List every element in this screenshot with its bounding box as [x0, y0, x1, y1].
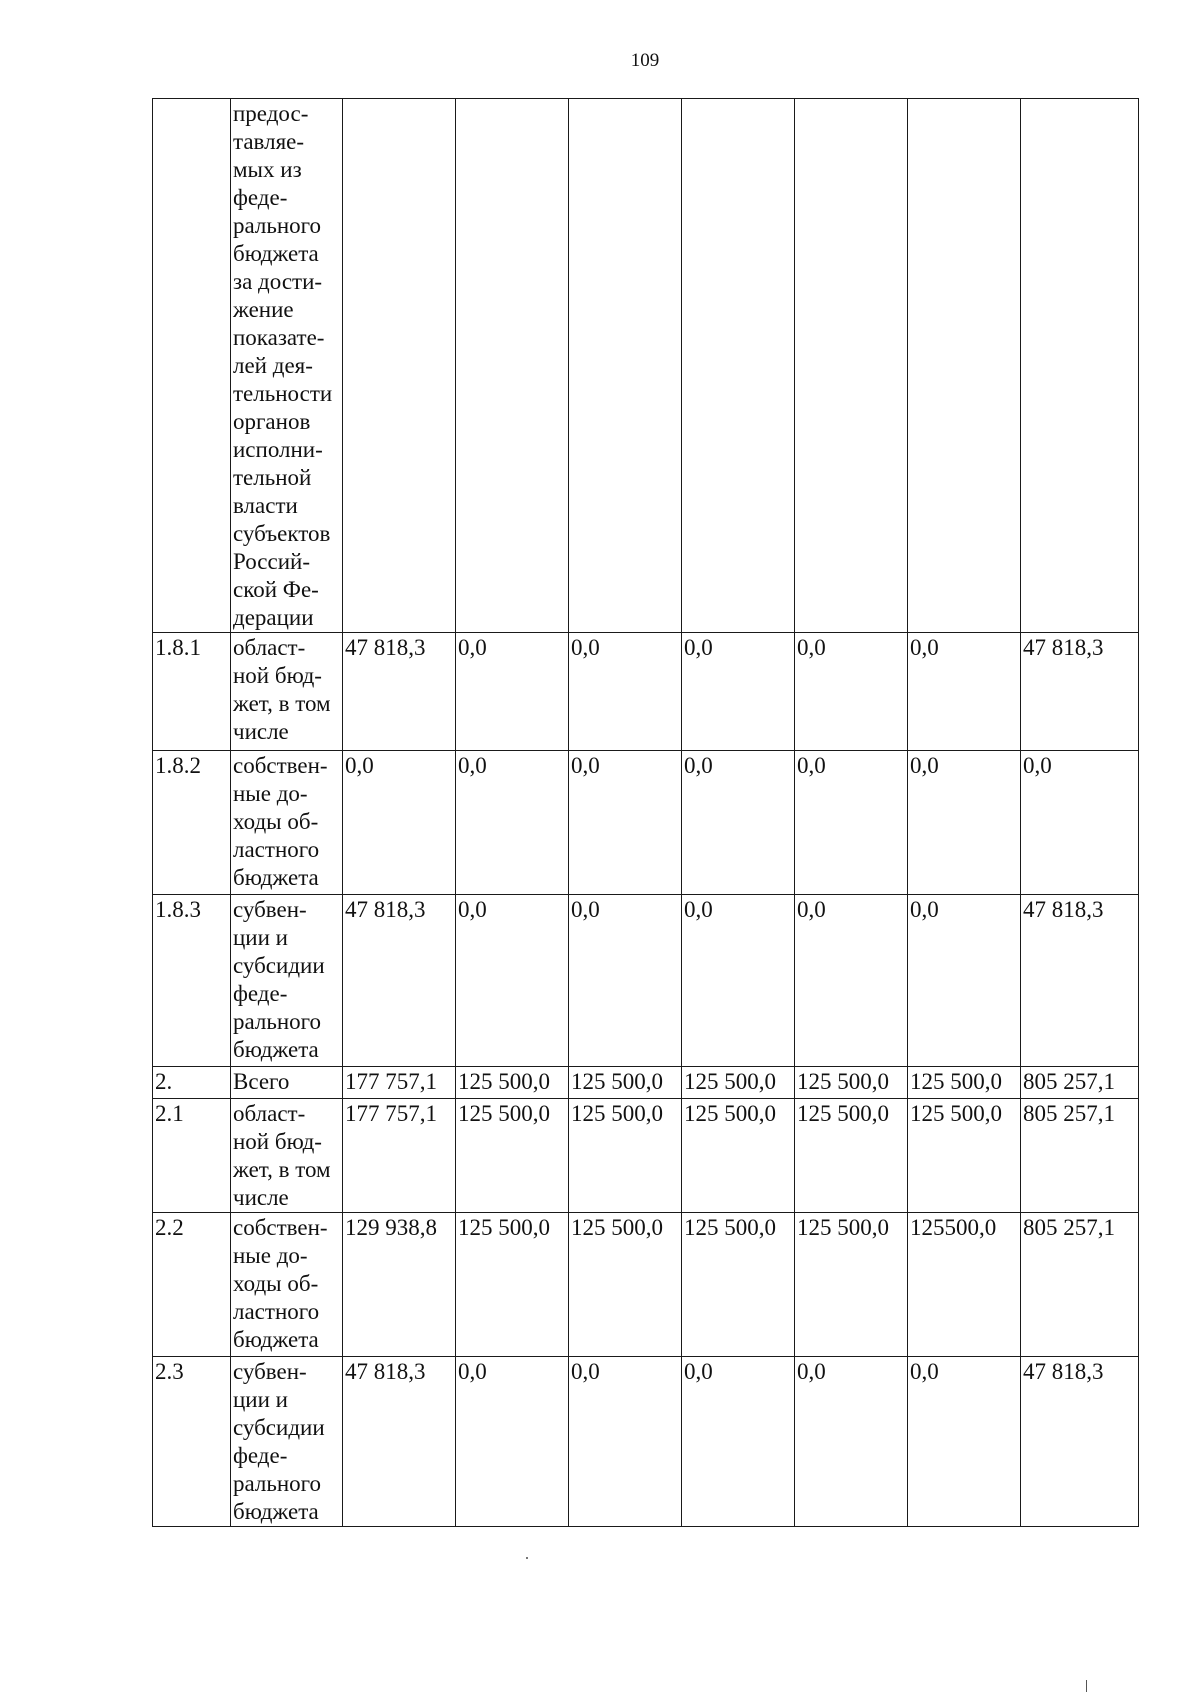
table-row — [153, 1357, 1139, 1527]
row-name-line: бюджета — [233, 1499, 319, 1524]
value-cell: 0,0 — [343, 751, 456, 895]
row-name-line: исполни- — [233, 437, 323, 462]
row-name-line: собствен- — [233, 1215, 328, 1240]
value-cell: 129 938,8 — [343, 1213, 456, 1357]
row-name-line: за дости- — [233, 269, 323, 294]
value-cell — [908, 99, 1021, 633]
value-cell: 125 500,0 — [456, 1213, 569, 1357]
value-cell: 0,0 — [569, 633, 682, 751]
row-name-line: ные до- — [233, 781, 308, 806]
value-cell: 125 500,0 — [569, 1099, 682, 1213]
row-name-line: рального — [233, 213, 322, 238]
row-name-line: мых из — [233, 157, 302, 182]
value-cell: 125500,0 — [908, 1213, 1021, 1357]
value-cell: 0,0 — [456, 633, 569, 751]
row-name-line: тельной — [233, 465, 312, 490]
row-name-line: предос- — [233, 101, 309, 126]
row-name — [231, 99, 343, 633]
scan-speck — [526, 1557, 528, 1559]
value-cell: 0,0 — [908, 751, 1021, 895]
row-name-line: собствен- — [233, 753, 328, 778]
budget-table — [152, 98, 1139, 1527]
value-cell: 125 500,0 — [456, 1067, 569, 1099]
value-cell: 125 500,0 — [682, 1213, 795, 1357]
row-name-line: органов — [233, 409, 311, 434]
row-name-line: числе — [233, 719, 289, 744]
value-cell: 47 818,3 — [343, 633, 456, 751]
table-row — [153, 1067, 1139, 1099]
row-name-line: ной бюд- — [233, 663, 322, 688]
row-name-line: ской Фе- — [233, 577, 319, 602]
row-name-line: власти — [233, 493, 298, 518]
value-cell: 0,0 — [795, 1357, 908, 1527]
row-number: 2.3 — [153, 1357, 231, 1527]
value-cell: 0,0 — [569, 1357, 682, 1527]
row-number: 2.1 — [153, 1099, 231, 1213]
row-name-line: бюджета — [233, 241, 319, 266]
value-cell — [1021, 99, 1139, 633]
row-name-line: феде- — [233, 185, 288, 210]
row-name — [231, 1357, 343, 1527]
row-name-line: Россий- — [233, 549, 310, 574]
row-name-line: ластного — [233, 1299, 320, 1324]
row-name-line: област- — [233, 1101, 306, 1126]
row-name-line: субсидии — [233, 1415, 325, 1440]
row-number: 1.8.2 — [153, 751, 231, 895]
value-cell: 125 500,0 — [456, 1099, 569, 1213]
row-name-line: тавляе- — [233, 129, 305, 154]
row-name-line: Всего — [233, 1069, 290, 1094]
value-cell: 0,0 — [569, 751, 682, 895]
value-cell: 47 818,3 — [343, 1357, 456, 1527]
value-cell: 47 818,3 — [1021, 633, 1139, 751]
row-name-line: рального — [233, 1009, 322, 1034]
value-cell: 47 818,3 — [343, 895, 456, 1067]
row-name-line: жет, в том — [233, 1157, 331, 1182]
table-row — [153, 895, 1139, 1067]
row-name-line: ходы об- — [233, 1271, 319, 1296]
value-cell — [682, 99, 795, 633]
row-name-line: тельности — [233, 381, 333, 406]
value-cell: 0,0 — [908, 633, 1021, 751]
value-cell: 47 818,3 — [1021, 1357, 1139, 1527]
value-cell: 125 500,0 — [682, 1067, 795, 1099]
table-row — [153, 633, 1139, 751]
value-cell: 805 257,1 — [1021, 1099, 1139, 1213]
table-row — [153, 99, 1139, 633]
value-cell — [343, 99, 456, 633]
row-name — [231, 751, 343, 895]
row-name-line: бюджета — [233, 1327, 319, 1352]
value-cell — [569, 99, 682, 633]
row-name-line: лей дея- — [233, 353, 313, 378]
row-number — [153, 99, 231, 633]
row-number: 2.2 — [153, 1213, 231, 1357]
row-name-line: показате- — [233, 325, 325, 350]
value-cell: 0,0 — [682, 1357, 795, 1527]
row-name-line: субсидии — [233, 953, 325, 978]
row-name-line: дерации — [233, 605, 314, 630]
row-name-line: бюджета — [233, 865, 319, 890]
value-cell: 125 500,0 — [795, 1099, 908, 1213]
row-name-line: феде- — [233, 981, 288, 1006]
value-cell: 125 500,0 — [795, 1213, 908, 1357]
row-name — [231, 1067, 343, 1099]
table-row — [153, 751, 1139, 895]
row-name-line: ходы об- — [233, 809, 319, 834]
row-name-line: бюджета — [233, 1037, 319, 1062]
value-cell: 0,0 — [908, 895, 1021, 1067]
value-cell: 0,0 — [456, 751, 569, 895]
value-cell: 125 500,0 — [569, 1067, 682, 1099]
row-name-line: ции и — [233, 925, 288, 950]
row-number: 2. — [153, 1067, 231, 1099]
row-name — [231, 633, 343, 751]
row-name-line: област- — [233, 635, 306, 660]
row-name — [231, 1099, 343, 1213]
value-cell: 47 818,3 — [1021, 895, 1139, 1067]
row-name-line: числе — [233, 1185, 289, 1210]
value-cell: 0,0 — [1021, 751, 1139, 895]
row-name — [231, 1213, 343, 1357]
value-cell: 0,0 — [795, 895, 908, 1067]
value-cell: 0,0 — [795, 633, 908, 751]
row-name-line: феде- — [233, 1443, 288, 1468]
value-cell: 0,0 — [682, 895, 795, 1067]
value-cell: 805 257,1 — [1021, 1067, 1139, 1099]
value-cell: 0,0 — [682, 751, 795, 895]
row-name-line: субвен- — [233, 897, 307, 922]
row-name-line: ции и — [233, 1387, 288, 1412]
row-name-line: субвен- — [233, 1359, 307, 1384]
row-number: 1.8.3 — [153, 895, 231, 1067]
value-cell — [795, 99, 908, 633]
row-name-line: ной бюд- — [233, 1129, 322, 1154]
row-number: 1.8.1 — [153, 633, 231, 751]
value-cell: 177 757,1 — [343, 1099, 456, 1213]
value-cell: 125 500,0 — [569, 1213, 682, 1357]
row-name-line: жение — [233, 297, 294, 322]
value-cell: 125 500,0 — [908, 1067, 1021, 1099]
value-cell: 0,0 — [908, 1357, 1021, 1527]
value-cell: 125 500,0 — [795, 1067, 908, 1099]
table-row — [153, 1099, 1139, 1213]
value-cell: 177 757,1 — [343, 1067, 456, 1099]
value-cell: 0,0 — [456, 895, 569, 1067]
row-name-line: жет, в том — [233, 691, 331, 716]
scan-mark — [1086, 1680, 1087, 1692]
value-cell: 125 500,0 — [682, 1099, 795, 1213]
page-number: 109 — [630, 50, 660, 71]
row-name-line: рального — [233, 1471, 322, 1496]
row-name-line: ластного — [233, 837, 320, 862]
table-row — [153, 1213, 1139, 1357]
value-cell: 0,0 — [569, 895, 682, 1067]
value-cell: 0,0 — [456, 1357, 569, 1527]
value-cell: 0,0 — [682, 633, 795, 751]
row-name-line: субъектов — [233, 521, 331, 546]
value-cell: 125 500,0 — [908, 1099, 1021, 1213]
value-cell: 0,0 — [795, 751, 908, 895]
row-name — [231, 895, 343, 1067]
row-name-line: ные до- — [233, 1243, 308, 1268]
value-cell: 805 257,1 — [1021, 1213, 1139, 1357]
value-cell — [456, 99, 569, 633]
